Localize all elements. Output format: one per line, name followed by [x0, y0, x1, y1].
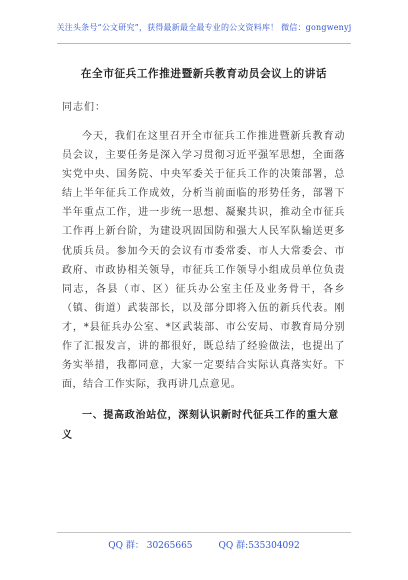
footer-divider: [57, 532, 351, 533]
section-heading: 一、提高政治站位，深刻认识新时代征兵工作的重大意义: [62, 410, 339, 441]
body-paragraph: 今天，我们在这里召开全市征兵工作推进暨新兵教育动员会议，主要任务是深入学习贯彻习近平强军思想，全面落实党中央、国务院、中央军委关于征兵工作的决策部署，总结上半年征兵工作成效，分析当前面临的形势任务，部署下半年重点工作，进一步统一思想、凝聚共识，推动全市征兵工作再上新台阶，为建设巩固国防和强大人民军队输送更多优质兵员。参加今天的会议有市委常委、市人大常委会、市政府、市政协相关领导，市征兵工作领导小组成员单位负责同志，各县（市、区）征兵办公室主任及业务骨干，各乡（镇、街道）武装部长，以及部分即将入伍的新兵代表。刚才，*县征兵办公室、*区武装部、市公安局、市教育局分别作了汇报发言，讲的都很好，既总结了经验做法，也提出了务实举措，我都同意，大家一定要结合实际认真落实好。下面，结合工作实际，我再讲几点意见。: [62, 131, 345, 391]
header-banner: 关注头条号“公文研究”，获得最新最全最专业的公文资料库！ 微信：gongwenyj: [56, 23, 352, 32]
footer-qq-group-2: QQ 群:535304092: [218, 541, 300, 551]
document-title: 在全市征兵工作推进暨新兵教育动员会议上的讲话: [80, 68, 328, 80]
footer: [0, 538, 408, 551]
salutation: 同志们：: [62, 102, 106, 113]
footer-qq-group-1: QQ 群： 30265665: [108, 541, 193, 551]
header-divider: [57, 43, 351, 44]
